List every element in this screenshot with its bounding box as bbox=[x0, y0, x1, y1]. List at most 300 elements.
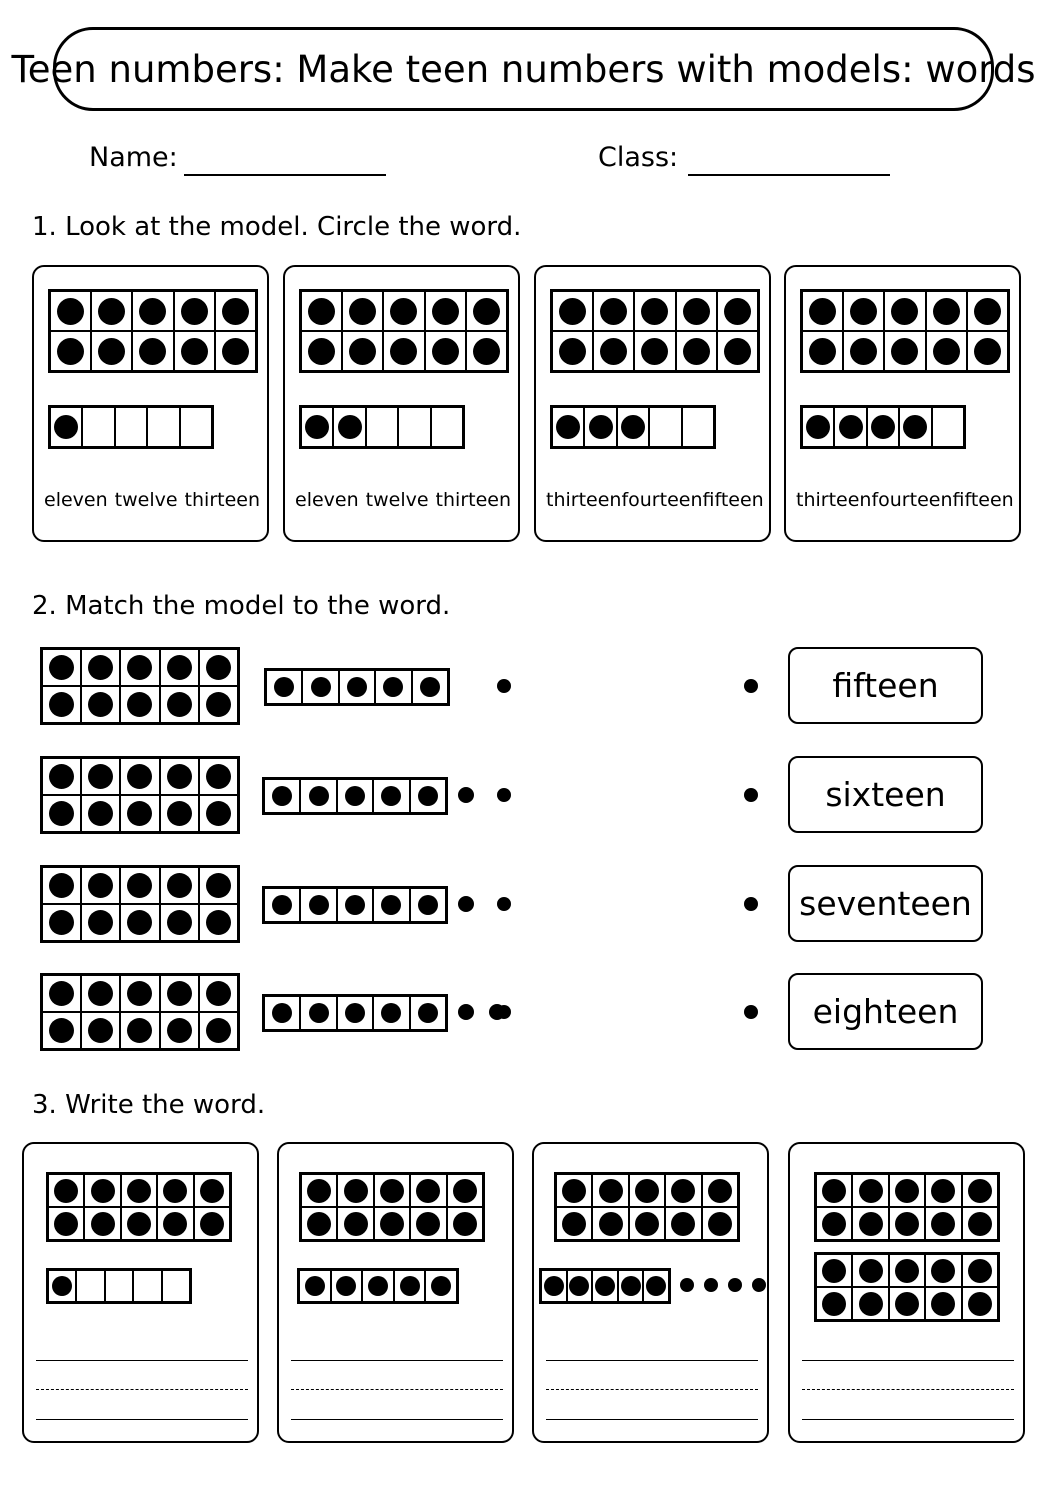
counter-dot bbox=[222, 338, 249, 365]
counter-dot bbox=[420, 677, 440, 697]
counter-dot bbox=[380, 1179, 404, 1203]
counter-dot bbox=[839, 415, 863, 439]
counter-dot bbox=[891, 298, 918, 325]
counter-dot bbox=[390, 338, 417, 365]
writing-mid-dashed-line[interactable] bbox=[36, 1389, 248, 1390]
name-label: Name: bbox=[89, 142, 178, 173]
counter-dot bbox=[418, 895, 438, 915]
ten-frame-cell bbox=[852, 1287, 888, 1320]
word-choice[interactable]: fifteen bbox=[702, 489, 764, 511]
word-choice[interactable]: fourteen bbox=[621, 489, 703, 511]
counter-dot bbox=[139, 338, 166, 365]
class-label: Class: bbox=[598, 142, 679, 173]
counter-dot bbox=[98, 338, 125, 365]
ten-frame-cell bbox=[592, 1207, 628, 1240]
write-word-card bbox=[532, 1142, 769, 1443]
ten-frame-cell bbox=[967, 291, 1008, 331]
ten-frame-cell bbox=[342, 291, 383, 331]
ten-frame-cell bbox=[962, 1174, 998, 1207]
ten-frame-cell bbox=[301, 291, 342, 331]
counter-dot bbox=[305, 415, 329, 439]
match-point-word[interactable] bbox=[744, 679, 758, 693]
counter-dot bbox=[127, 981, 152, 1006]
extra-counter-dot bbox=[458, 1004, 474, 1020]
counter-dot bbox=[127, 1212, 151, 1236]
ten-frame-cell bbox=[962, 1254, 998, 1287]
counter-dot bbox=[724, 298, 751, 325]
counter-dot bbox=[307, 1212, 331, 1236]
counter-dot bbox=[671, 1212, 695, 1236]
ones-strip-cell bbox=[162, 1270, 190, 1302]
match-word: seventeen bbox=[799, 884, 972, 923]
ten-frame-cell bbox=[665, 1174, 701, 1207]
counter-dot bbox=[809, 298, 836, 325]
counter-dot bbox=[181, 338, 208, 365]
ten-frame-cell bbox=[889, 1254, 925, 1287]
writing-base-line[interactable] bbox=[291, 1419, 503, 1420]
ten-frame-cell bbox=[852, 1254, 888, 1287]
ones-strip-cell bbox=[264, 779, 300, 813]
word-choice[interactable]: eleven bbox=[295, 489, 359, 511]
ten-frame-cell bbox=[199, 649, 238, 686]
counter-dot bbox=[368, 1276, 388, 1296]
counter-dot bbox=[556, 415, 580, 439]
counter-dot bbox=[621, 1276, 641, 1296]
counter-dot bbox=[272, 1003, 292, 1023]
ten-frame-cell bbox=[552, 291, 593, 331]
ones-strip-cell bbox=[932, 407, 964, 447]
counter-dot bbox=[683, 338, 710, 365]
ones-strip-cell bbox=[264, 888, 300, 922]
counter-dot bbox=[400, 1276, 420, 1296]
ones-strip-cell bbox=[618, 1270, 644, 1302]
counter-dot bbox=[635, 1212, 659, 1236]
match-point-word[interactable] bbox=[744, 897, 758, 911]
ones-strip-cell bbox=[133, 1270, 161, 1302]
counter-dot bbox=[850, 298, 877, 325]
ten-frame-cell bbox=[120, 1012, 159, 1049]
counter-dot bbox=[200, 1212, 224, 1236]
counter-dot bbox=[968, 1292, 992, 1316]
counter-dot bbox=[139, 298, 166, 325]
word-choice[interactable]: twelve bbox=[365, 489, 429, 511]
ten-frame-cell bbox=[160, 867, 199, 904]
ten-frame-cell bbox=[925, 1174, 961, 1207]
counter-dot bbox=[88, 910, 113, 935]
counter-dot bbox=[381, 786, 401, 806]
word-choice[interactable]: thirteen bbox=[796, 489, 872, 511]
counter-dot bbox=[167, 873, 192, 898]
counter-dot bbox=[127, 1179, 151, 1203]
ones-strip-cell bbox=[394, 1270, 426, 1302]
word-choice[interactable]: eleven bbox=[44, 489, 108, 511]
counter-dot bbox=[163, 1212, 187, 1236]
ten-frame-cell bbox=[629, 1207, 665, 1240]
ten-frame bbox=[40, 865, 240, 943]
word-choice[interactable]: thirteen bbox=[546, 489, 622, 511]
writing-top-line[interactable] bbox=[802, 1360, 1014, 1361]
counter-dot bbox=[308, 338, 335, 365]
counter-dot bbox=[88, 1018, 113, 1043]
match-point-word[interactable] bbox=[744, 788, 758, 802]
ten-frame-cell bbox=[199, 975, 238, 1012]
circle-word-card bbox=[32, 265, 269, 542]
word-choice[interactable]: fourteen bbox=[871, 489, 953, 511]
ones-strip-cell bbox=[398, 407, 430, 447]
counter-dot bbox=[167, 910, 192, 935]
counter-dot bbox=[206, 801, 231, 826]
counter-dot bbox=[49, 655, 74, 680]
ten-frame-cell bbox=[42, 795, 81, 832]
write-word-card bbox=[22, 1142, 259, 1443]
ten-frame-cell bbox=[447, 1207, 483, 1240]
ten-frame-cell bbox=[194, 1207, 230, 1240]
ten-frame-cell bbox=[884, 291, 925, 331]
ten-frame-cell bbox=[120, 867, 159, 904]
counter-dot bbox=[308, 298, 335, 325]
ones-strip-cell bbox=[373, 779, 409, 813]
ones-strip-cell bbox=[567, 1270, 593, 1302]
match-point-model[interactable] bbox=[497, 679, 511, 693]
counter-dot bbox=[206, 910, 231, 935]
ten-frame-cell bbox=[843, 331, 884, 371]
ten-frame-cell bbox=[634, 331, 675, 371]
ones-strip-cell bbox=[410, 888, 446, 922]
ones-strip-cell bbox=[300, 888, 336, 922]
ten-frame-cell bbox=[215, 291, 256, 331]
counter-dot bbox=[931, 1259, 955, 1283]
counter-dot bbox=[167, 981, 192, 1006]
counter-dot bbox=[859, 1259, 883, 1283]
counter-dot bbox=[88, 981, 113, 1006]
counter-dot bbox=[222, 298, 249, 325]
ten-frame-cell bbox=[199, 867, 238, 904]
counter-dot bbox=[88, 873, 113, 898]
ones-strip-cell bbox=[802, 407, 834, 447]
ten-frame bbox=[814, 1172, 1000, 1242]
class-blank-line[interactable] bbox=[688, 174, 890, 176]
ten-frame bbox=[550, 289, 760, 373]
ten-frame-cell bbox=[81, 904, 120, 941]
ten-frame-cell bbox=[120, 649, 159, 686]
match-point-model[interactable] bbox=[497, 788, 511, 802]
ten-frame-cell bbox=[425, 331, 466, 371]
counter-dot bbox=[49, 692, 74, 717]
counter-dot bbox=[432, 338, 459, 365]
match-point-model[interactable] bbox=[497, 897, 511, 911]
ten-frame-cell bbox=[852, 1207, 888, 1240]
counter-dot bbox=[206, 692, 231, 717]
counter-dot bbox=[167, 764, 192, 789]
counter-dot bbox=[57, 298, 84, 325]
ones-strip-cell bbox=[584, 407, 616, 447]
ones-strip bbox=[800, 405, 966, 449]
counter-dot bbox=[88, 692, 113, 717]
counter-dot bbox=[88, 764, 113, 789]
writing-base-line[interactable] bbox=[36, 1419, 248, 1420]
counter-dot bbox=[416, 1212, 440, 1236]
counter-dot bbox=[473, 338, 500, 365]
ten-frame-cell bbox=[889, 1207, 925, 1240]
ten-frame-cell bbox=[383, 331, 424, 371]
ten-frame-cell bbox=[42, 904, 81, 941]
ones-strip-cell bbox=[266, 670, 302, 704]
ten-frame-cell bbox=[199, 795, 238, 832]
counter-dot bbox=[569, 1276, 589, 1296]
counter-dot bbox=[167, 692, 192, 717]
ten-frame-cell bbox=[199, 758, 238, 795]
ten-frame-cell bbox=[81, 758, 120, 795]
counter-dot bbox=[181, 298, 208, 325]
extra-counter-dot bbox=[752, 1278, 766, 1292]
ones-strip bbox=[539, 1268, 671, 1304]
counter-dot bbox=[974, 298, 1001, 325]
match-word-box[interactable] bbox=[788, 756, 983, 833]
match-word: eighteen bbox=[812, 992, 959, 1031]
counter-dot bbox=[641, 298, 668, 325]
counter-dot bbox=[349, 338, 376, 365]
ones-strip bbox=[48, 405, 214, 449]
worksheet-title-box bbox=[11, 27, 1036, 111]
counter-dot bbox=[127, 873, 152, 898]
ten-frame-cell bbox=[884, 331, 925, 371]
ones-strip-cell bbox=[337, 779, 373, 813]
ten-frame-cell bbox=[925, 1254, 961, 1287]
ten-frame-cell bbox=[160, 975, 199, 1012]
counter-dot bbox=[54, 415, 78, 439]
counter-dot bbox=[347, 677, 367, 697]
ten-frame-cell bbox=[925, 1287, 961, 1320]
ten-frame-cell bbox=[174, 331, 215, 371]
word-choice[interactable]: twelve bbox=[114, 489, 178, 511]
counter-dot bbox=[127, 910, 152, 935]
ten-frame-cell bbox=[447, 1174, 483, 1207]
ten-frame-cell bbox=[816, 1254, 852, 1287]
counter-dot bbox=[544, 1276, 564, 1296]
counter-dot bbox=[91, 1212, 115, 1236]
ones-strip-cell bbox=[366, 407, 398, 447]
ten-frame-cell bbox=[374, 1207, 410, 1240]
extra-counter-dot bbox=[458, 896, 474, 912]
counter-dot bbox=[859, 1179, 883, 1203]
ten-frame-cell bbox=[342, 331, 383, 371]
circle-word-card bbox=[534, 265, 771, 542]
counter-dot bbox=[708, 1212, 732, 1236]
ones-strip-cell bbox=[649, 407, 681, 447]
counter-dot bbox=[974, 338, 1001, 365]
writing-mid-dashed-line[interactable] bbox=[291, 1389, 503, 1390]
ten-frame-cell bbox=[120, 686, 159, 723]
counter-dot bbox=[206, 981, 231, 1006]
ten-frame-cell bbox=[925, 1207, 961, 1240]
ones-strip-cell bbox=[337, 996, 373, 1030]
counter-dot bbox=[344, 1179, 368, 1203]
ten-frame-cell bbox=[199, 904, 238, 941]
ten-frame-cell bbox=[160, 1012, 199, 1049]
ten-frame-cell bbox=[157, 1174, 193, 1207]
counter-dot bbox=[562, 1212, 586, 1236]
ten-frame bbox=[40, 756, 240, 834]
counter-dot bbox=[850, 338, 877, 365]
ones-strip-cell bbox=[362, 1270, 394, 1302]
ones-strip-cell bbox=[337, 888, 373, 922]
ten-frame-cell bbox=[42, 649, 81, 686]
ones-strip-cell bbox=[301, 407, 333, 447]
ones-strip bbox=[262, 994, 448, 1032]
ten-frame-cell bbox=[634, 291, 675, 331]
ones-strip-cell bbox=[643, 1270, 669, 1302]
word-choices bbox=[796, 489, 1012, 511]
counter-dot bbox=[345, 1003, 365, 1023]
write-word-card bbox=[788, 1142, 1025, 1443]
counter-dot bbox=[206, 764, 231, 789]
ten-frame-cell bbox=[160, 904, 199, 941]
ten-frame-cell bbox=[81, 867, 120, 904]
counter-dot bbox=[383, 677, 403, 697]
counter-dot bbox=[641, 338, 668, 365]
counter-dot bbox=[822, 1179, 846, 1203]
counter-dot bbox=[49, 873, 74, 898]
counter-dot bbox=[381, 1003, 401, 1023]
counter-dot bbox=[931, 1179, 955, 1203]
match-word: fifteen bbox=[832, 666, 939, 705]
word-choice[interactable]: thirteen bbox=[435, 489, 511, 511]
ten-frame-cell bbox=[174, 291, 215, 331]
counter-dot bbox=[859, 1212, 883, 1236]
ten-frame-cell bbox=[42, 758, 81, 795]
writing-top-line[interactable] bbox=[291, 1360, 503, 1361]
section2-heading: 2. Match the model to the word. bbox=[32, 591, 451, 621]
ten-frame-cell bbox=[42, 1012, 81, 1049]
worksheet-title: Teen numbers: Make teen numbers with models: words bbox=[11, 47, 1036, 91]
counter-dot bbox=[272, 786, 292, 806]
writing-base-line[interactable] bbox=[802, 1419, 1014, 1420]
ones-strip-cell bbox=[373, 996, 409, 1030]
counter-dot bbox=[381, 895, 401, 915]
counter-dot bbox=[724, 338, 751, 365]
ten-frame-cell bbox=[120, 904, 159, 941]
ten-frame-cell bbox=[383, 291, 424, 331]
match-point-model[interactable] bbox=[497, 1005, 511, 1019]
ten-frame-cell bbox=[120, 758, 159, 795]
match-word-box[interactable] bbox=[788, 647, 983, 724]
ten-frame bbox=[48, 289, 258, 373]
ten-frame-cell bbox=[967, 331, 1008, 371]
ones-strip-cell bbox=[264, 996, 300, 1030]
ones-strip-cell bbox=[180, 407, 212, 447]
writing-mid-dashed-line[interactable] bbox=[802, 1389, 1014, 1390]
ten-frame-cell bbox=[91, 331, 132, 371]
match-word-box[interactable] bbox=[788, 973, 983, 1050]
counter-dot bbox=[903, 415, 927, 439]
counter-dot bbox=[206, 1018, 231, 1043]
counter-dot bbox=[453, 1212, 477, 1236]
match-point-word[interactable] bbox=[744, 1005, 758, 1019]
ten-frame-cell bbox=[81, 686, 120, 723]
extra-counter-dot bbox=[704, 1278, 718, 1292]
ones-strip-cell bbox=[50, 407, 82, 447]
ten-frame-cell bbox=[160, 795, 199, 832]
ten-frame-cell bbox=[48, 1207, 84, 1240]
ten-frame-cell bbox=[676, 291, 717, 331]
writing-mid-dashed-line[interactable] bbox=[546, 1389, 758, 1390]
ten-frame-cell bbox=[717, 291, 758, 331]
counter-dot bbox=[646, 1276, 666, 1296]
ten-frame-cell bbox=[42, 975, 81, 1012]
word-choice[interactable]: thirteen bbox=[184, 489, 260, 511]
ones-strip-cell bbox=[82, 407, 114, 447]
match-word-box[interactable] bbox=[788, 865, 983, 942]
ten-frame-cell bbox=[425, 291, 466, 331]
ten-frame-cell bbox=[962, 1287, 998, 1320]
ones-strip-cell bbox=[617, 407, 649, 447]
word-choices bbox=[546, 489, 762, 511]
ones-strip-cell bbox=[302, 670, 338, 704]
writing-top-line[interactable] bbox=[36, 1360, 248, 1361]
counter-dot bbox=[453, 1179, 477, 1203]
word-choice[interactable]: fifteen bbox=[952, 489, 1014, 511]
ten-frame-cell bbox=[843, 291, 884, 331]
ten-frame-cell bbox=[802, 331, 843, 371]
ten-frame-cell bbox=[374, 1174, 410, 1207]
counter-dot bbox=[589, 415, 613, 439]
ten-frame-cell bbox=[91, 291, 132, 331]
counter-dot bbox=[621, 415, 645, 439]
ones-strip bbox=[262, 777, 448, 815]
ten-frame-cell bbox=[301, 1207, 337, 1240]
counter-dot bbox=[57, 338, 84, 365]
ten-frame-cell bbox=[157, 1207, 193, 1240]
counter-dot bbox=[127, 801, 152, 826]
counter-dot bbox=[968, 1259, 992, 1283]
circle-word-card bbox=[784, 265, 1021, 542]
ten-frame-cell bbox=[410, 1174, 446, 1207]
ones-strip bbox=[299, 405, 465, 449]
ones-strip-cell bbox=[592, 1270, 618, 1302]
writing-base-line[interactable] bbox=[546, 1419, 758, 1420]
ten-frame-cell bbox=[194, 1174, 230, 1207]
ten-frame-cell bbox=[593, 331, 634, 371]
ten-frame-cell bbox=[593, 291, 634, 331]
ten-frame-cell bbox=[816, 1207, 852, 1240]
ones-strip-cell bbox=[299, 1270, 331, 1302]
ones-strip-cell bbox=[431, 407, 463, 447]
counter-dot bbox=[559, 338, 586, 365]
ten-frame-cell bbox=[676, 331, 717, 371]
ten-frame-cell bbox=[466, 291, 507, 331]
counter-dot bbox=[933, 298, 960, 325]
counter-dot bbox=[338, 415, 362, 439]
ten-frame-cell bbox=[556, 1207, 592, 1240]
counter-dot bbox=[708, 1179, 732, 1203]
ten-frame-cell bbox=[121, 1174, 157, 1207]
counter-dot bbox=[822, 1259, 846, 1283]
ten-frame-cell bbox=[337, 1207, 373, 1240]
ten-frame bbox=[554, 1172, 740, 1242]
counter-dot bbox=[167, 655, 192, 680]
ten-frame-cell bbox=[132, 291, 173, 331]
ten-frame-cell bbox=[889, 1174, 925, 1207]
ones-strip bbox=[46, 1268, 192, 1304]
extra-counter-dot bbox=[458, 787, 474, 803]
counter-dot bbox=[54, 1179, 78, 1203]
ones-strip-cell bbox=[300, 996, 336, 1030]
name-blank-line[interactable] bbox=[184, 174, 386, 176]
ten-frame-cell bbox=[81, 1012, 120, 1049]
writing-top-line[interactable] bbox=[546, 1360, 758, 1361]
ones-strip-cell bbox=[339, 670, 375, 704]
section1-heading: 1. Look at the model. Circle the word. bbox=[32, 212, 522, 242]
